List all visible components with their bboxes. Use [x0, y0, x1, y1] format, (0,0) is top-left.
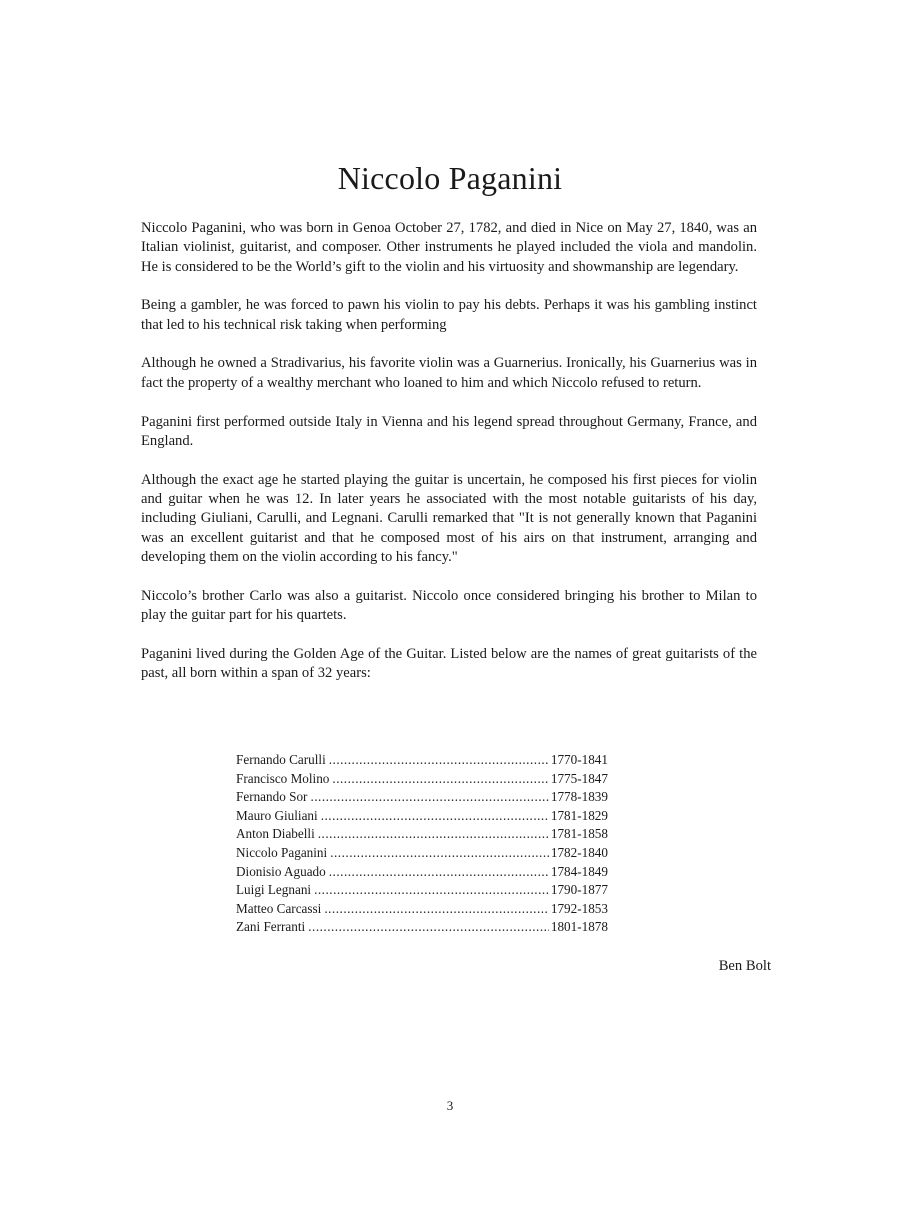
list-item — [236, 900, 608, 919]
paragraph-gambler: Being a gambler, he was forced to pawn his violin to pay his debts. Perhaps it was his gambling instinct that led to his technical risk taking when performing — [141, 297, 757, 333]
guitarist-years: 1782-1840 — [550, 844, 608, 860]
dot-leader — [324, 900, 549, 919]
guitarist-name: Francisco Molino — [236, 770, 330, 786]
guitarist-name: Zani Ferranti — [236, 919, 306, 935]
list-item — [236, 807, 608, 826]
list-item — [236, 788, 608, 807]
dot-leader — [332, 770, 548, 789]
paragraph-vienna: Paganini first performed outside Italy in Vienna and his legend spread throughout Germany, France, and England. — [141, 413, 757, 449]
guitarist-name: Matteo Carcassi — [236, 900, 322, 916]
dot-leader — [314, 881, 549, 900]
list-item — [236, 863, 608, 882]
list-item — [236, 770, 608, 789]
guitarist-years: 1781-1829 — [550, 807, 608, 823]
list-item — [236, 881, 608, 900]
body-text — [141, 219, 757, 703]
guitarist-years: 1790-1877 — [550, 882, 608, 898]
dot-leader — [330, 844, 549, 863]
guitarist-name: Dionisio Aguado — [236, 863, 326, 879]
guitarist-years: 1770-1841 — [550, 752, 608, 767]
guitarist-name: Luigi Legnani — [236, 882, 312, 898]
dot-leader — [308, 918, 549, 937]
guitarist-name: Fernando Sor — [236, 789, 308, 805]
guitarist-years: 1778-1839 — [550, 789, 608, 805]
list-item — [236, 918, 608, 937]
dot-leader — [321, 807, 549, 826]
guitarist-list — [236, 751, 608, 937]
dot-leader — [329, 751, 549, 770]
paragraph-guarnerius: Although he owned a Stradivarius, his favorite violin was a Guarnerius. Ironically, his Guarnerius was in fact the property of a wealthy merchant who loaned to him and which Niccolo refused to return. — [141, 355, 757, 391]
paragraph-golden-age: Paganini lived during the Golden Age of the Guitar. Listed below are the names of great guitarists of the past, all born within a span of 32 years: — [141, 645, 757, 682]
page-number: 3 — [446, 1098, 454, 1113]
guitarist-name: Mauro Giuliani — [236, 807, 318, 823]
guitarist-years: 1801-1878 — [550, 919, 608, 935]
paragraph-guitar: Although the exact age he started playing the guitar is uncertain, he composed his first pieces for violin and guitar when he was 12. In later years he associated with the most notable guitarists of his day, including Giuliani, Carulli, and Legnani. Carulli remarked that "It is not generally known that Paganini was an excellent guitarist and that he composed most of his airs on that instrument, arranging and developing them on the violin according to his fancy." — [141, 471, 757, 565]
page-title: Niccolo Paganini — [337, 160, 563, 196]
paragraph-birth: Niccolo Paganini, who was born in Genoa October 27, 1782, and died in Nice on May 27, 1840, was an Italian violinist, guitarist, and composer. Other instruments he played included the viola and mandolin. He is considered to be the World’s gift to the violin and his virtuosity and showmanship are legendary. — [141, 220, 757, 275]
dot-leader — [329, 863, 549, 882]
list-item — [236, 825, 608, 844]
guitarist-name: Fernando Carulli — [236, 752, 326, 767]
dot-leader — [310, 788, 548, 807]
list-item — [236, 751, 608, 770]
guitarist-name: Anton Diabelli — [236, 826, 315, 842]
guitarist-years: 1784-1849 — [550, 863, 608, 879]
guitarist-years: 1781-1858 — [550, 826, 608, 842]
guitarist-years: 1775-1847 — [550, 770, 608, 786]
guitarist-years: 1792-1853 — [550, 900, 608, 916]
paragraph-brother: Niccolo’s brother Carlo was also a guitarist. Niccolo once considered bringing his brother to Milan to play the guitar part for his quartets. — [141, 587, 757, 623]
list-item — [236, 844, 608, 863]
author-signature: Ben Bolt — [718, 958, 771, 974]
guitarist-name: Niccolo Paganini — [236, 844, 328, 860]
dot-leader — [318, 825, 549, 844]
